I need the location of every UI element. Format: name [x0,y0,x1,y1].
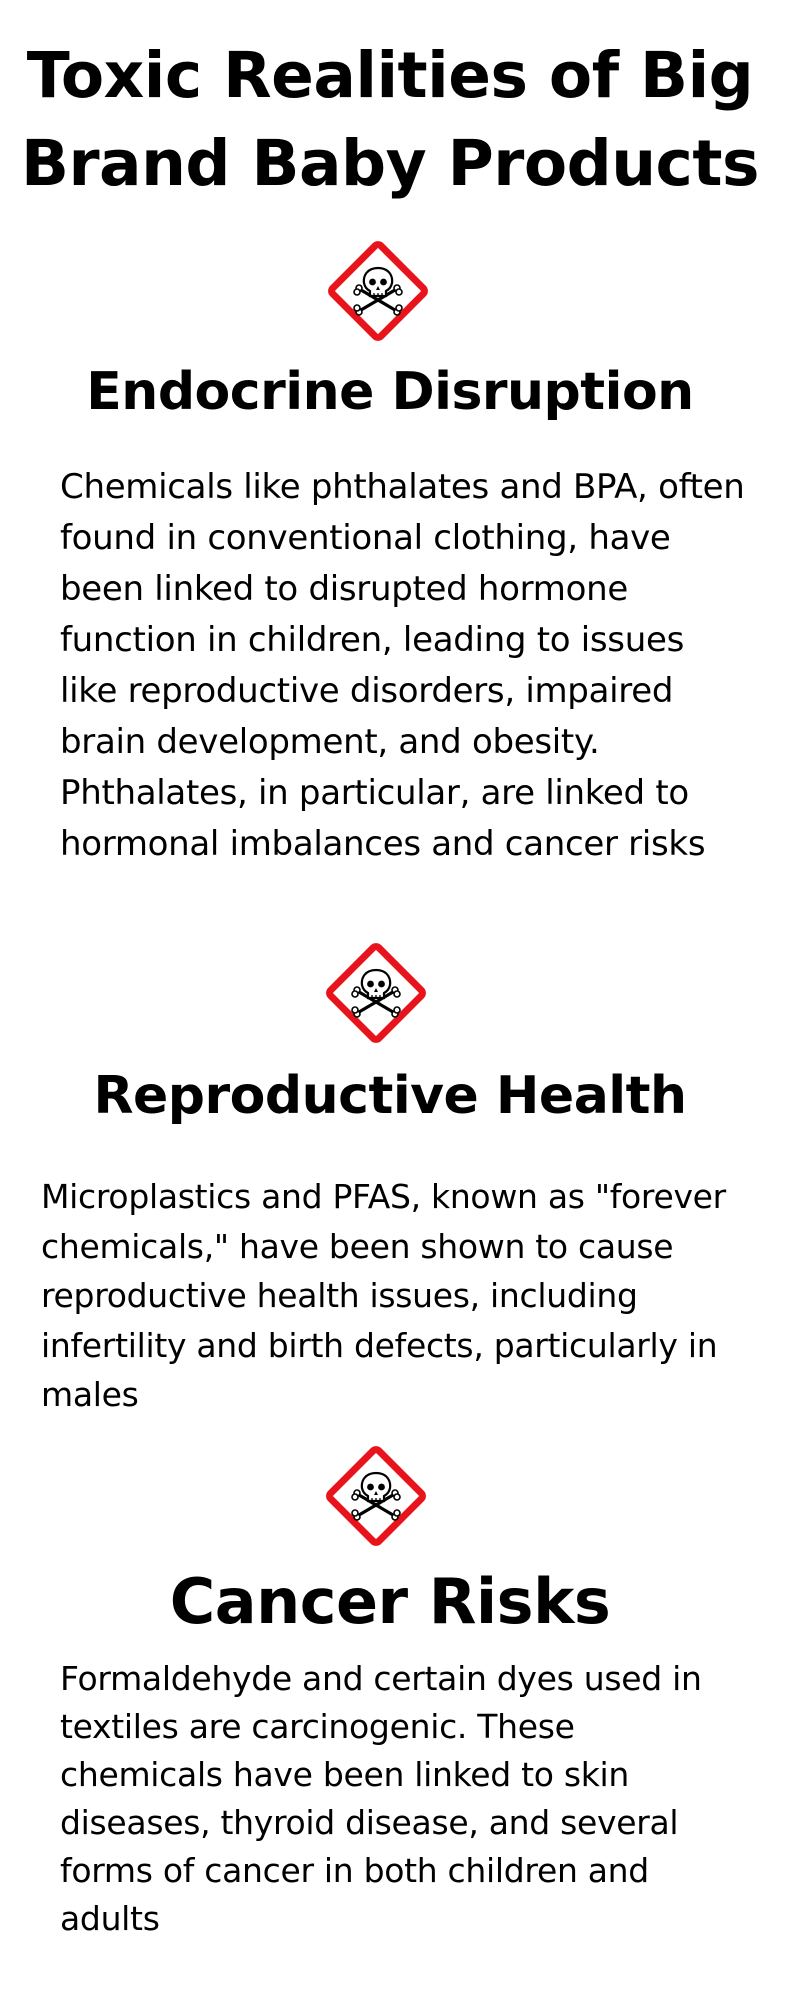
page-title-line-1: Toxic Realities of Big [26,39,754,112]
skull-crossbones-hazard-icon [323,940,429,1046]
page-title [0,32,780,208]
section-heading-cancer-risks: Cancer Risks [169,1565,611,1638]
section-heading-reproductive-health: Reproductive Health [93,1066,687,1126]
section-body-reproductive-health: Microplastics and PFAS, known as "forever chemicals," have been shown to cause reproductive health issues, including infertility and birth defects, particularly in males [41,1177,726,1414]
skull-crossbones-hazard-icon [323,1443,429,1549]
section-body-cancer-risks: Formaldehyde and certain dyes used in textiles are carcinogenic. These chemicals have been linked to skin diseases, thyroid disease, and several forms of cancer in both children and adults [60,1659,702,1938]
page-title-line-2: Brand Baby Products [20,127,760,200]
section-heading-endocrine-disruption: Endocrine Disruption [86,362,694,422]
skull-crossbones-hazard-icon [325,238,431,344]
section-body-endocrine-disruption: Chemicals like phthalates and BPA, often found in conventional clothing, have been linked to disrupted hormone function in children, leading to issues like reproductive disorders, impaired brain development, and obesity. Phthalates, in particular, are linked to hormonal imbalances and cancer risks [60,467,745,864]
